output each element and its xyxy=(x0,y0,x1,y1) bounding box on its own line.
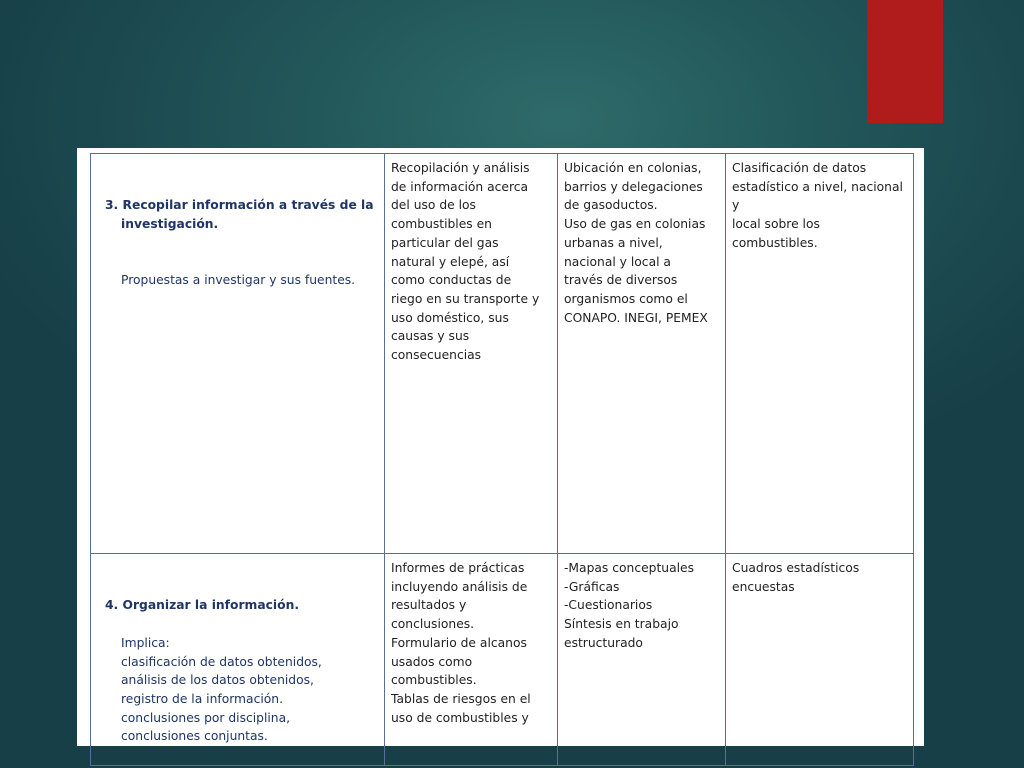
document-image xyxy=(77,148,924,746)
products-cell: Cuadros estadísticos encuestas xyxy=(726,554,914,766)
sources-cell: -Mapas conceptuales -Gráficas -Cuestionarios Síntesis en trabajo estructurado xyxy=(558,554,726,766)
activities-cell: Informes de prácticas incluyendo análisis de resultados y conclusiones. Formulario de alcanos usados como combustibles. Tablas de riesgos en el uso de combustibles y xyxy=(385,554,558,766)
red-accent-bar xyxy=(867,0,943,123)
step-cell xyxy=(91,554,385,766)
products-cell: Clasificación de datos estadístico a nivel, nacional y local sobre los combustibles. xyxy=(726,154,914,554)
activities-cell: Recopilación y análisis de información acerca del uso de los combustibles en particular del gas natural y elepé, así como conductas de riego en su transporte y uso doméstico, sus causas y sus consecuencias xyxy=(385,154,558,554)
sources-cell: Ubicación en colonias, barrios y delegaciones de gasoductos. Uso de gas en colonias urbanas a nivel, nacional y local a través de diversos organismos como el CONAPO. INEGI, PEMEX xyxy=(558,154,726,554)
step-cell xyxy=(91,154,385,554)
step-heading-line1: 3. Recopilar información a través de la xyxy=(105,198,374,213)
step-heading xyxy=(105,178,378,253)
step-detail: Implica: clasificación de datos obtenidos, análisis de los datos obtenidos, registro de la información. conclusiones por disciplina, conclusiones conjuntas. xyxy=(121,635,322,744)
research-steps-table xyxy=(90,153,914,766)
step-heading xyxy=(105,578,378,615)
step-heading-line2: investigación. xyxy=(121,217,219,232)
table-row xyxy=(91,554,914,766)
step-detail: Propuestas a investigar y sus fuentes. xyxy=(121,273,356,288)
table-row xyxy=(91,154,914,554)
step-heading-line1: 4. Organizar la información. xyxy=(105,598,300,613)
